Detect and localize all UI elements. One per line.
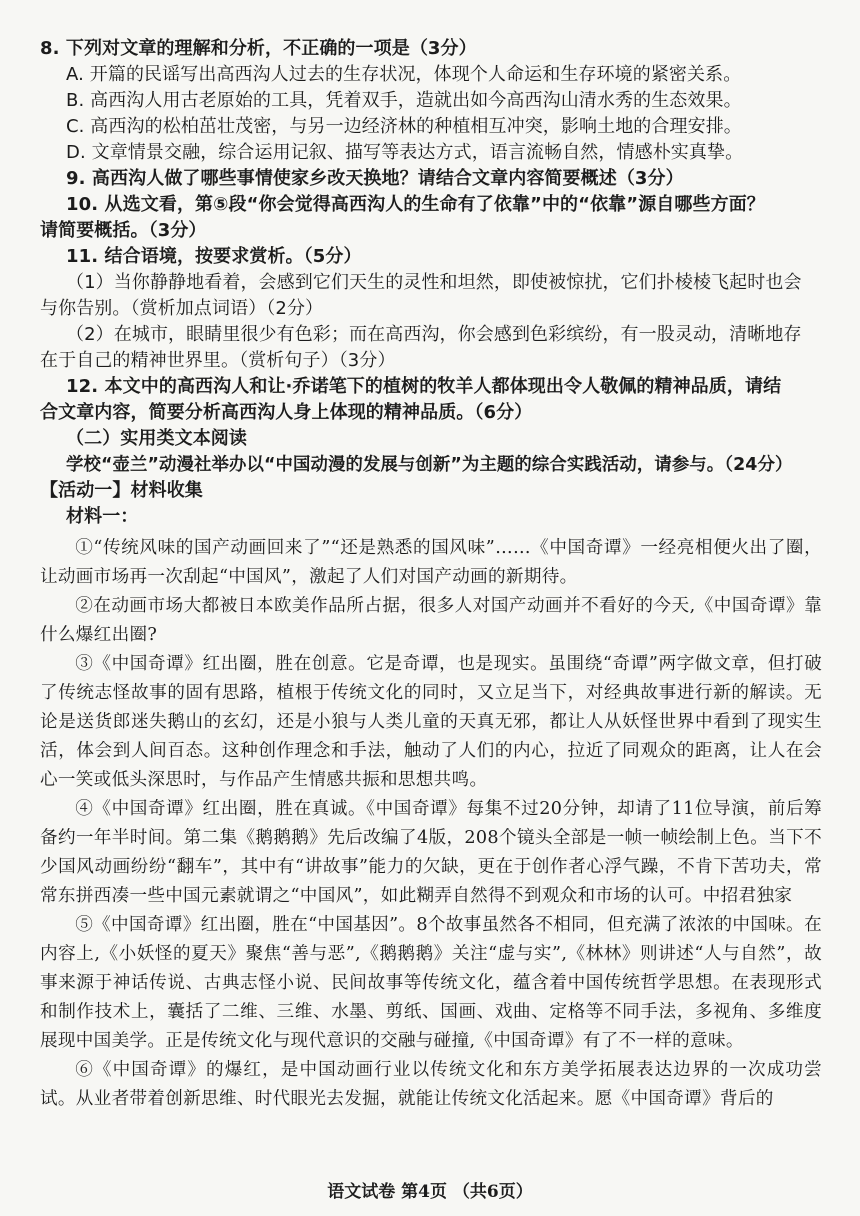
question-8-option-d: D. 文章情景交融，综合运用记叙、描写等表达方式，语言流畅自然，情感朴实真挚。 [66,142,744,163]
material-paragraph-4: ④《中国奇谭》红出圈，胜在真诚。《中国奇谭》每集不过20分钟，却请了11位导演，前后筹备约一年半时间。第二集《鹅鹅鹅》先后改编了4版，208个镜头全部是一帧一帧绘制上色。当下不少国风动画纷纷“翻车”，其中有“讲故事”能力的欠缺，更在于创作者心浮气躁，不肯下苦功夫，常常东拼西凑一些中国元素就谓之“中国风”，如此糊弄自然得不到观众和市场的认可。中招君独家 [40,799,822,906]
question-12-line1: 12. 本文中的高西沟人和让·乔诺笔下的植树的牧羊人都体现出令人敬佩的精神品质，请结 [66,376,782,397]
section-2-intro: 学校“壶兰”动漫社举办以“中国动漫的发展与创新”为主题的综合实践活动，请参与。（24分） [66,455,793,475]
question-11: 11. 结合语境，按要求赏析。（5分） [66,246,362,267]
activity-1-heading: 【活动一】材料收集 [40,480,203,501]
question-9: 9. 高西沟人做了哪些事情使家乡改天换地？请结合文章内容简要概述（3分） [66,168,684,189]
page-footer: 语文试卷 第4页 （共6页） [327,1182,533,1202]
question-8-option-c: C. 高西沟的松柏茁壮茂密，与另一边经济林的种植相互冲突，影响土地的合理安排。 [66,116,742,137]
material-1-label: 材料一： [66,506,139,527]
material-paragraph-3: ③《中国奇谭》红出圈，胜在创意。它是奇谭，也是现实。虽围绕“奇谭”两字做文章，但打破了传统志怪故事的固有思路，植根于传统文化的同时，又立足当下，对经典故事进行新的解读。无论是送货郎迷失鹅山的玄幻，还是小狼与人类儿童的天真无邪，都让人从妖怪世界中看到了现实生活，体会到人间百态。这种创作理念和手法，触动了人们的内心，拉近了同观众的距离，让人在会心一笑或低头深思时，与作品产生情感共振和思想共鸣。 [40,654,822,790]
question-11-1-line2: 与你告别。（赏析加点词语）（2分） [40,298,324,319]
material-paragraph-6: ⑥《中国奇谭》的爆红，是中国动画行业以传统文化和东方美学拓展表达边界的一次成功尝试。从业者带着创新思维、时代眼光去发掘，就能让传统文化活起来。愿《中国奇谭》背后的 [40,1060,822,1109]
question-12-line2: 合文章内容，简要分析高西沟人身上体现的精神品质。（6分） [40,402,533,423]
question-11-2-line1: （2）在城市，眼睛里很少有色彩；而在高西沟，你会感到色彩缤纷，有一股灵动，清晰地存 [66,324,802,345]
question-11-1-line1: （1）当你静静地看着，会感到它们天生的灵性和坦然，即使被惊扰，它们扑棱棱飞起时也会 [66,272,802,293]
material-paragraph-1: ①“传统风味的国产动画回来了”“还是熟悉的国风味”……《中国奇谭》一经亮相便火出了圈，让动画市场再一次刮起“中国风”，激起了人们对国产动画的新期待。 [40,538,822,587]
question-8-option-b: B. 高西沟人用古老原始的工具，凭着双手，造就出如今高西沟山清水秀的生态效果。 [66,90,742,111]
section-2-title: （二）实用类文本阅读 [66,428,247,449]
question-11-2-line2: 在于自己的精神世界里。（赏析句子）（3分） [40,350,396,371]
material-paragraph-2: ②在动画市场大都被日本欧美作品所占据，很多人对国产动画并不看好的今天,《中国奇谭》靠什么爆红出圈? [40,596,822,645]
question-10-line2: 请简要概括。（3分） [40,220,207,241]
question-10-line1: 10. 从选文看，第⑤段“你会觉得高西沟人的生命有了依靠”中的“依靠”源自哪些方面？ [66,194,765,215]
question-8-stem: 8. 下列对文章的理解和分析，不正确的一项是（3分） [40,38,477,59]
material-paragraph-5: ⑤《中国奇谭》红出圈，胜在“中国基因”。8个故事虽然各不相同，但充满了浓浓的中国味。在内容上,《小妖怪的夏天》聚焦“善与恶”,《鹅鹅鹅》关注“虚与实”,《林林》则讲述“人与自然”，故事来源于神话传说、古典志怪小说、民间故事等传统文化，蕴含着中国传统哲学思想。在表现形式和制作技术上，囊括了二维、三维、水墨、剪纸、国画、戏曲、定格等不同手法，多视角、多维度展现中国美学。正是传统文化与现代意识的交融与碰撞,《中国奇谭》有了不一样的意味。 [40,915,822,1051]
question-8-option-a: A. 开篇的民谣写出高西沟人过去的生存状况，体现个人命运和生存环境的紧密关系。 [66,64,742,85]
